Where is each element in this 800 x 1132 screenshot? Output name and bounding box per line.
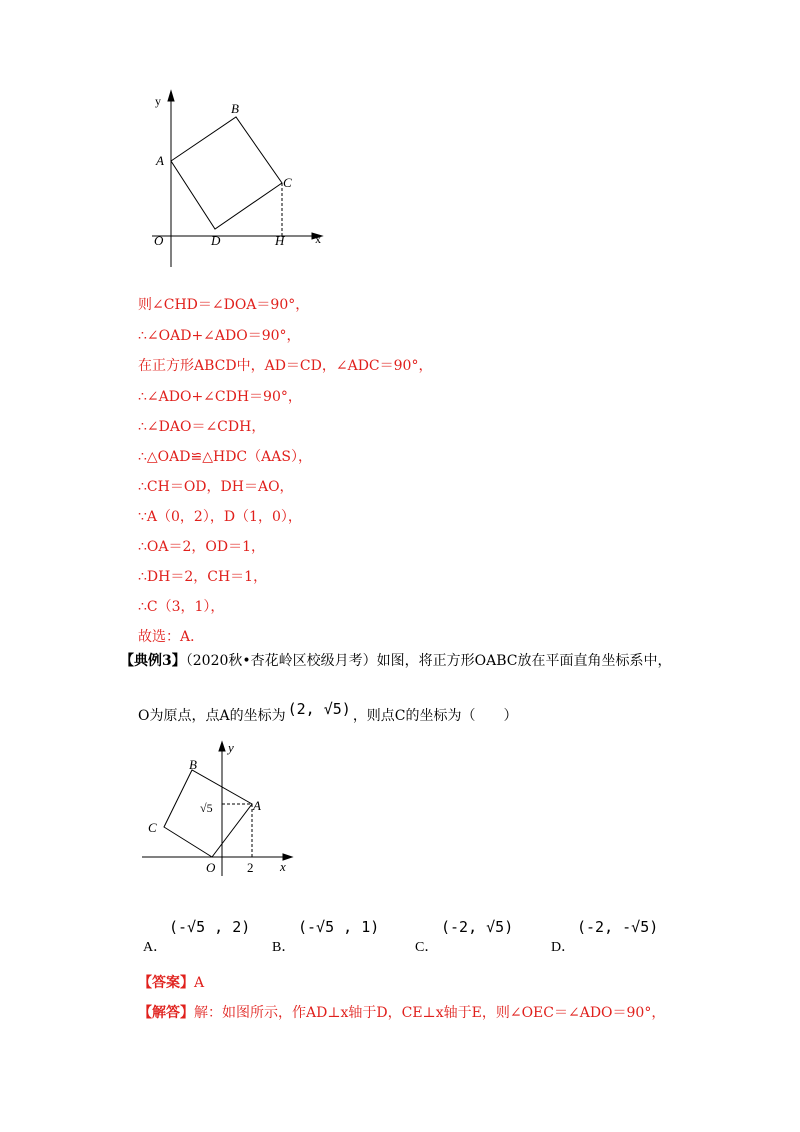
label-c: C [283, 175, 292, 190]
solution-line-5: ∴∠DAO＝∠CDH， [138, 419, 266, 435]
example3-text1: 如图，将正方形OABC放在平面直角坐标系中， [376, 653, 672, 669]
solution-line-6: ∴△OAD≌△HDC（AAS）， [138, 449, 312, 465]
label-o: O [206, 860, 216, 875]
solution-line-11: ∴C（3，1）， [138, 599, 225, 615]
y-axis-arrow [219, 742, 225, 751]
label-y: y [228, 740, 234, 755]
example3-text2-post: ，则点C的坐标为（ ） [352, 708, 518, 724]
solution-line-2: ∴∠OAD+∠ADO＝90°， [138, 328, 301, 344]
choice-b-letter: B． [272, 940, 296, 955]
solution-line-8: ∵A（0，2），D（1，0）， [138, 509, 302, 525]
figure-square-abcd-diagram [140, 85, 340, 270]
choice-a-value: (-√5 , 2) [169, 918, 251, 936]
example3-coord: (2, √5) [287, 700, 351, 718]
analysis-text: 解：如图所示，作AD⊥x轴于D，CE⊥x轴于E，则∠OEC＝∠ADO＝90°， [194, 1005, 666, 1021]
figure-square-oabc-diagram [140, 738, 300, 878]
solution-line-12: 故选：A． [138, 629, 205, 645]
analysis-line [138, 1002, 665, 1022]
analysis-label: 【解答】 [138, 1005, 194, 1021]
label-a: A [156, 153, 164, 168]
example3-heading [120, 652, 672, 670]
label-b: B [231, 101, 239, 116]
label-two: 2 [247, 860, 254, 875]
square-abcd [171, 117, 282, 229]
label-o: O [154, 233, 164, 248]
solution-line-10: ∴DH＝2，CH＝1， [138, 569, 268, 585]
label-sqrt5: √5 [200, 801, 213, 815]
solution-line-3: 在正方形ABCD中，AD＝CD，∠ADC＝90°， [138, 358, 433, 374]
example3-text2-pre: O为原点，点A的坐标为 [138, 708, 286, 724]
label-d: D [211, 233, 221, 248]
choice-c-letter: C． [415, 940, 439, 955]
label-x: x [315, 232, 321, 246]
answer-value: A [194, 975, 205, 991]
solution-line-4: ∴∠ADO+∠CDH＝90°， [138, 389, 302, 405]
answer-label: 【答案】 [138, 975, 194, 991]
choice-d-value: (-2, -√5) [577, 918, 659, 936]
example3-source: （2020秋•杏花岭区校级月考） [185, 653, 377, 669]
choice-b-value: (-√5 , 1) [298, 918, 380, 936]
example3-tag: 【典例3】 [120, 653, 186, 669]
label-b: B [189, 757, 197, 772]
label-c: C [148, 820, 157, 835]
choice-a-letter: A． [143, 940, 168, 955]
solution-line-9: ∴OA＝2，OD＝1， [138, 539, 266, 555]
label-a: A [253, 798, 261, 813]
label-y: y [155, 94, 161, 108]
solution-line-1: 则∠CHD＝∠DOA＝90°， [138, 297, 310, 313]
choice-c-value: (-2, √5) [441, 918, 514, 936]
choice-d-letter: D． [551, 940, 576, 955]
answer-line [138, 972, 204, 992]
y-axis-arrow [168, 91, 174, 101]
solution-line-7: ∴CH＝OD，DH＝AO， [138, 479, 294, 495]
label-h: H [275, 233, 285, 248]
label-x: x [280, 859, 286, 874]
example3-question [138, 700, 518, 731]
